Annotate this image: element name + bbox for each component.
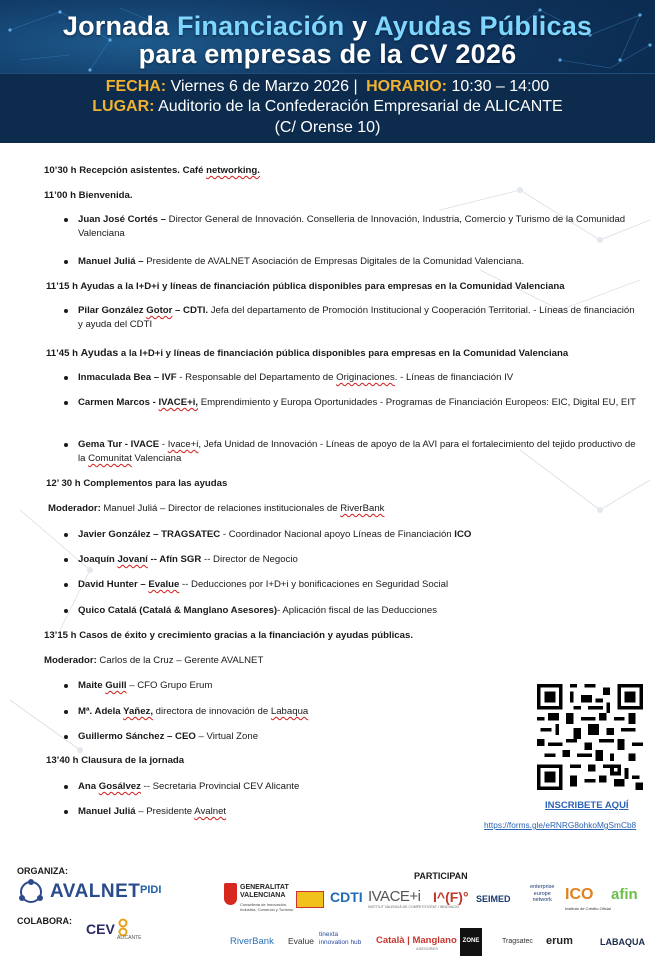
agenda-item-1340: 13’40 h Clausura de la jornada — [46, 755, 185, 766]
venue-line: LUGAR: Auditorio de la Confederación Empresarial de ALICANTE — [92, 98, 563, 115]
generalitat-logo: GENERALITAT VALENCIANA — [240, 884, 289, 899]
speaker-joaquin-jovani: Joaquín Jovaní -- Afín SGR -- Director de Negocio — [78, 553, 638, 567]
agenda-item-1100: 11’00 h Bienvenida. — [44, 190, 133, 201]
speaker-manuel-julia: Manuel Juliá – Presidente de AVALNET Asociación de Empresas Digitales de la Comunidad Valenciana. — [78, 255, 638, 269]
colabora-label: COLABORA: — [17, 916, 72, 926]
tinexta-logo: tinexta innovation hub — [319, 931, 362, 946]
event-title-line-2: para empresas de la CV 2026 — [138, 39, 517, 69]
enterprise-europe-network-logo: enterprise europe network — [530, 884, 555, 903]
seimed-logo: SEIMED — [476, 894, 511, 904]
registration-url-link[interactable]: https://forms.gle/eRNRG8ohkoMgSmCb8 — [484, 820, 637, 830]
pidi-logo: PIDI — [140, 884, 162, 896]
event-header — [0, 0, 655, 143]
speaker-guillermo-sanchez: Guillermo Sánchez – CEO – Virtual Zone — [78, 730, 638, 744]
generalitat-shield-icon — [224, 883, 237, 905]
speaker-juan-jose-cortes: Juan José Cortés – Director General de Innovación. Conselleria de Innovación, Industria, Comercio y Turismo de la Comunidad Valenciana — [78, 213, 638, 241]
ico-logo-subtitle: Instituto de Crédito Oficial — [565, 906, 611, 911]
register-link[interactable]: INSCRIBETE AQUÍ — [545, 800, 629, 811]
speaker-pilar-gonzalez: Pilar González Gotor – CDTI. Jefa del departamento de Promoción Institucional y Cooperación Territorial. - Líneas de financiación y ayuda del CDTI — [78, 304, 638, 332]
speaker-ana-gosalvez: Ana Gosálvez -- Secretaria Provincial CEV Alicante — [78, 780, 638, 794]
speaker-manuel-julia-closing: Manuel Juliá – Presidente Avalnet — [78, 805, 638, 819]
ivace-logo-subtitle: INSTITUT VALENCIÀ DE COMPETITIVITAT I INNOVACIÓ — [368, 905, 460, 909]
catala-manglano-logo: Català | Manglano — [376, 935, 457, 946]
spain-government-flag-icon — [296, 891, 324, 908]
event-title-line-1: Jornada Financiación y Ayudas Públicas — [62, 11, 593, 41]
organiza-label: ORGANIZA: — [17, 866, 68, 876]
generalitat-logo-subtitle: Conselleria de Innovación, Industria, Comercio y Turismo — [240, 902, 294, 912]
cdti-logo: CDTI — [330, 889, 363, 905]
avalnet-logo-icon — [16, 878, 46, 906]
cev-logo: CEV — [86, 921, 115, 937]
moderator-1: Moderador: Manuel Juliá – Director de relaciones institucionales de RiverBank — [48, 503, 385, 514]
afin-logo: afin — [611, 886, 638, 903]
agenda-item-1145: 11’45 h Ayudas a la I+D+i y líneas de financiación pública disponibles para empresas en la Comunidad Valenciana — [46, 347, 569, 359]
erum-logo: erum — [546, 935, 573, 947]
agenda-item-1030: 10’30 h Recepción asistentes. Café networking. — [44, 165, 260, 176]
speaker-david-hunter: David Hunter – Evalue -- Deducciones por I+D+i y bonificaciones en Seguridad Social — [78, 578, 638, 592]
cev-logo-subtitle: ALICANTE — [117, 935, 142, 941]
ivf-logo: I^(F)° — [433, 889, 469, 905]
ico-logo: ICO — [565, 886, 594, 903]
moderator-2: Moderador: Carlos de la Cruz – Gerente AVALNET — [44, 655, 264, 666]
speaker-maite-guill: Maite Guill – CFO Grupo Erum — [78, 679, 638, 693]
tragsatec-logo: Tragsatec — [502, 938, 533, 945]
catala-manglano-subtitle: ASESORES — [416, 946, 439, 951]
address-line: (C/ Orense 10) — [274, 119, 381, 136]
riverbank-logo: RiverBank — [230, 936, 274, 947]
ivace-logo: IVACE+i — [368, 888, 421, 905]
labaqua-logo: LABAQUA — [600, 937, 645, 947]
agenda-item-1315: 13’15 h Casos de éxito y crecimiento gracias a la financiación y ayudas públicas. — [44, 630, 413, 641]
registration-qr-code[interactable] — [537, 684, 643, 790]
speaker-inmaculada-bea: Inmaculada Bea – IVF - Responsable del Departamento de Originaciones. - Líneas de financiación IV — [78, 371, 638, 385]
date-time-line: FECHA: Viernes 6 de Marzo 2026 | HORARIO: 10:30 – 14:00 — [105, 78, 550, 95]
virtual-zone-logo: ZONE — [460, 928, 482, 956]
evalue-logo: Evalue — [288, 936, 314, 946]
speaker-gema-tur: Gema Tur - IVACE - Ivace+i, Jefa Unidad de Innovación - Líneas de apoyo de la AVI para el fortalecimiento del tejido productivo de la Comunitat Valenciana — [78, 438, 638, 466]
speaker-carmen-marcos: Carmen Marcos - IVACE+i, Emprendimiento y Europa Oportunidades - Programas de Financiación Europeos: EIC, Digital EU, EIT — [78, 396, 638, 410]
speaker-quico-catala: Quico Catalá (Catalá & Manglano Asesores)- Aplicación fiscal de las Deducciones — [78, 604, 638, 618]
avalnet-logo: AVALNET — [50, 881, 141, 902]
speaker-adela-yanez: Mª. Adela Yañez, directora de innovación de Labaqua — [78, 705, 638, 719]
participan-label: PARTICIPAN — [414, 871, 468, 881]
speaker-javier-gonzalez: Javier González – TRAGSATEC - Coordinador Nacional apoyo Líneas de Financiación ICO — [78, 528, 638, 542]
agenda-item-1115: 11’15 h Ayudas a la I+D+i y líneas de financiación pública disponibles para empresas en la Comunidad Valenciana — [46, 281, 565, 292]
event-info-band — [0, 73, 655, 143]
agenda-item-1230: 12’ 30 h Complementos para las ayudas — [46, 478, 228, 489]
